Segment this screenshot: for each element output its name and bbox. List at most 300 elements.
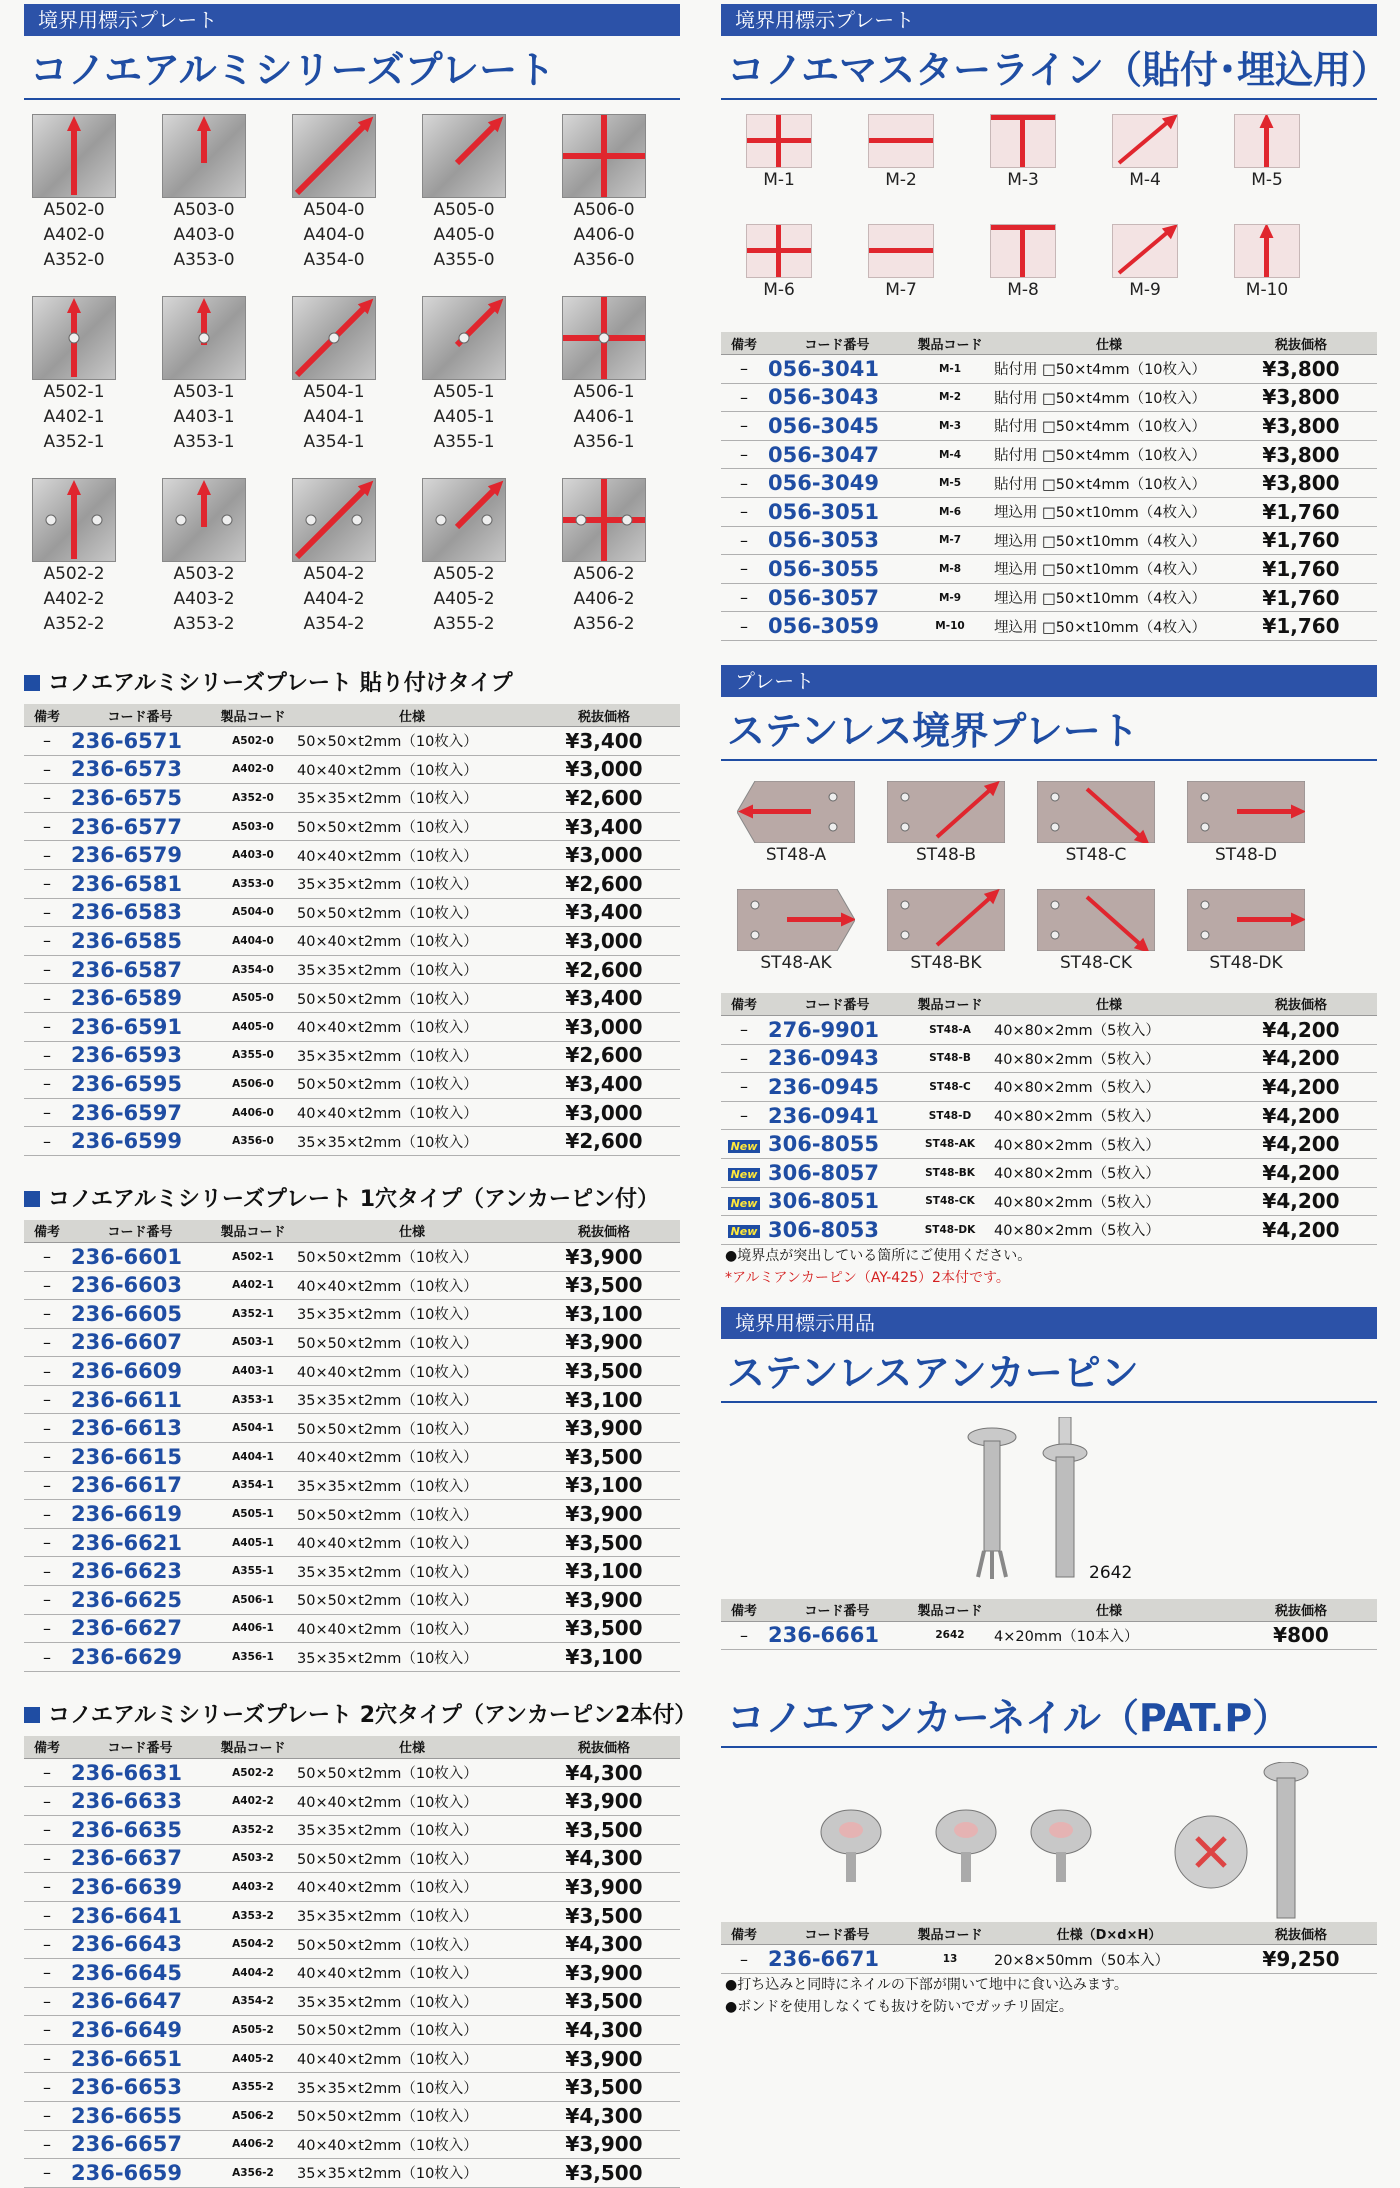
spec-cell: 貼付用 □50×t4mm（10枚入）: [993, 412, 1225, 441]
remark-cell: –: [24, 927, 70, 956]
remark-cell: –: [24, 898, 70, 927]
plate-code: A404-1: [303, 407, 365, 427]
code-number-cell: 236-6607: [70, 1328, 210, 1357]
master-mark-image: [746, 224, 812, 278]
remark-cell: –: [24, 812, 70, 841]
product-code-cell: A404-1: [210, 1443, 296, 1472]
code-number-cell: 236-6581: [70, 869, 210, 898]
code-number-cell: 306-8055: [767, 1130, 907, 1159]
product-code-cell: A503-0: [210, 812, 296, 841]
remark-cell: –: [24, 1844, 70, 1873]
product-code-cell: A352-2: [210, 1816, 296, 1845]
plate-code: A506-1: [573, 382, 635, 402]
code-number-cell: 236-6591: [70, 1012, 210, 1041]
remark-cell: –: [24, 1357, 70, 1386]
plate-code: A504-0: [303, 200, 365, 220]
remark-cell: –: [24, 1300, 70, 1329]
product-code-cell: A405-2: [210, 2044, 296, 2073]
stainless-plate-label: ST48-AK: [760, 952, 832, 973]
price-cell: ¥3,500: [528, 1901, 680, 1930]
anchor-pin-photo-label: 2642: [1089, 1562, 1133, 1583]
master-mark-item: [1219, 114, 1315, 193]
column-header: 製品コード: [907, 1599, 993, 1622]
plate-code: A405-2: [433, 589, 495, 609]
table-row: [24, 1901, 680, 1930]
product-code-cell: A504-2: [210, 1930, 296, 1959]
product-code-cell: M-5: [907, 469, 993, 498]
table-row: [721, 1101, 1377, 1130]
code-number-cell: 056-3059: [767, 612, 907, 641]
spec-cell: 50×50×t2mm（10枚入）: [296, 1070, 528, 1099]
remark-cell: [721, 1158, 767, 1187]
product-code-cell: A406-1: [210, 1614, 296, 1643]
stainless-plate-label: ST48-C: [1065, 844, 1127, 865]
plate-image: [562, 296, 646, 380]
table-row: [721, 1044, 1377, 1073]
code-number-cell: 236-6641: [70, 1901, 210, 1930]
table-row: [24, 1443, 680, 1472]
product-code-cell: A353-1: [210, 1385, 296, 1414]
table-row: [721, 1158, 1377, 1187]
code-number-cell: 236-6575: [70, 784, 210, 813]
column-header: 製品コード: [210, 1220, 296, 1243]
code-number-cell: 236-6627: [70, 1614, 210, 1643]
master-mark-image: [1112, 114, 1178, 168]
plate-image: [32, 296, 116, 380]
product-code-cell: A352-0: [210, 784, 296, 813]
price-cell: ¥4,200: [1225, 1101, 1377, 1130]
table-row: [24, 1357, 680, 1386]
remark-cell: –: [24, 1586, 70, 1615]
stainless-note: ●境界点が突出している箇所にご使用ください。: [725, 1247, 1032, 1264]
remark-cell: [721, 1216, 767, 1245]
section-band: 境界用標示プレート: [24, 4, 680, 36]
column-header: 備考: [721, 1599, 767, 1622]
master-mark-label: M-5: [1251, 170, 1283, 190]
remark-cell: –: [721, 612, 767, 641]
spec-cell: 40×40×t2mm（10枚入）: [296, 1787, 528, 1816]
plate-code: A356-0: [573, 250, 635, 270]
code-number-cell: 236-0941: [767, 1101, 907, 1130]
plate-code: A504-1: [303, 382, 365, 402]
table-row: [24, 1500, 680, 1529]
table-row: [24, 1586, 680, 1615]
column-header: 税抜価格: [1225, 1599, 1377, 1622]
master-mark-label: M-6: [763, 280, 795, 300]
remark-cell: –: [24, 1901, 70, 1930]
price-cell: ¥4,300: [528, 2016, 680, 2045]
product-code-cell: M-6: [907, 497, 993, 526]
code-number-cell: 306-8051: [767, 1187, 907, 1216]
spec-cell: 50×50×t2mm（10枚入）: [296, 898, 528, 927]
column-header: コード番号: [767, 1922, 907, 1945]
price-cell: ¥3,400: [528, 1070, 680, 1099]
column-header: 備考: [721, 993, 767, 1016]
remark-cell: –: [24, 1930, 70, 1959]
price-cell: ¥1,760: [1225, 497, 1377, 526]
column-header: 仕様: [993, 993, 1225, 1016]
plate-code: A354-0: [303, 250, 365, 270]
table-row: [24, 727, 680, 756]
column-header: 税抜価格: [528, 1220, 680, 1243]
plate-code: A352-0: [43, 250, 105, 270]
product-code-cell: A404-2: [210, 1958, 296, 1987]
code-number-cell: 236-6619: [70, 1500, 210, 1529]
spec-cell: 埋込用 □50×t10mm（4枚入）: [993, 583, 1225, 612]
price-cell: ¥4,200: [1225, 1044, 1377, 1073]
product-code-cell: A506-2: [210, 2101, 296, 2130]
product-code-cell: M-1: [907, 355, 993, 384]
stainless-plate-item: [731, 781, 861, 868]
price-cell: ¥4,200: [1225, 1130, 1377, 1159]
product-code-cell: A356-0: [210, 1127, 296, 1156]
heading-square-icon: [24, 1707, 40, 1723]
product-code-cell: A355-1: [210, 1557, 296, 1586]
spec-cell: 50×50×t2mm（10枚入）: [296, 984, 528, 1013]
remark-cell: –: [24, 1385, 70, 1414]
column-header: 仕様: [993, 332, 1225, 355]
plate-item: [154, 478, 254, 637]
plate-code: A506-0: [573, 200, 635, 220]
product-table: [721, 1599, 1377, 1651]
spec-cell: 50×50×t2mm（10枚入）: [296, 812, 528, 841]
price-cell: ¥4,300: [528, 1844, 680, 1873]
table-row: [24, 1873, 680, 1902]
price-cell: ¥1,760: [1225, 612, 1377, 641]
spec-cell: 40×40×t2mm（10枚入）: [296, 1873, 528, 1902]
stainless-plate-grid: [721, 781, 1377, 993]
table-row: [24, 1385, 680, 1414]
remark-cell: –: [24, 1758, 70, 1787]
stainless-plate-image: [737, 889, 855, 951]
price-cell: ¥3,900: [528, 1586, 680, 1615]
product-code-cell: A502-2: [210, 1758, 296, 1787]
product-code-cell: M-2: [907, 383, 993, 412]
product-code-cell: A354-1: [210, 1471, 296, 1500]
table-row: [24, 955, 680, 984]
plate-item: [24, 296, 124, 455]
anchor-nail-title: コノエアンカーネイル（PAT.P）: [721, 1690, 1377, 1748]
plate-code: A352-2: [43, 614, 105, 634]
spec-cell: 50×50×t2mm（10枚入）: [296, 727, 528, 756]
plate-item: [24, 114, 124, 273]
price-cell: ¥2,600: [528, 784, 680, 813]
plate-item: [554, 478, 654, 637]
price-cell: ¥9,250: [1225, 1945, 1377, 1974]
price-cell: ¥2,600: [528, 1041, 680, 1070]
remark-cell: –: [24, 841, 70, 870]
price-cell: ¥2,600: [528, 955, 680, 984]
product-code-cell: A356-1: [210, 1643, 296, 1672]
remark-cell: –: [24, 1271, 70, 1300]
remark-cell: –: [24, 1098, 70, 1127]
code-number-cell: 236-6623: [70, 1557, 210, 1586]
table-heading-text: コノエアルミシリーズプレート 貼り付けタイプ: [48, 671, 513, 696]
spec-cell: 35×35×t2mm（10枚入）: [296, 869, 528, 898]
master-mark-image: [1112, 224, 1178, 278]
product-code-cell: ST48-AK: [907, 1130, 993, 1159]
table-row: [24, 1844, 680, 1873]
product-code-cell: A502-0: [210, 727, 296, 756]
table-row: [24, 1414, 680, 1443]
spec-cell: 50×50×t2mm（10枚入）: [296, 2016, 528, 2045]
column-header: コード番号: [767, 1599, 907, 1622]
code-number-cell: 236-6653: [70, 2073, 210, 2102]
column-header: コード番号: [767, 332, 907, 355]
product-code-cell: A354-2: [210, 1987, 296, 2016]
remark-cell: –: [24, 1471, 70, 1500]
table-header-row: [24, 704, 680, 727]
spec-cell: 50×50×t2mm（10枚入）: [296, 2101, 528, 2130]
remark-cell: [721, 1187, 767, 1216]
column-header: 製品コード: [210, 1736, 296, 1759]
code-number-cell: 236-6621: [70, 1528, 210, 1557]
table-heading-text: コノエアルミシリーズプレート 1穴タイプ（アンカーピン付）: [48, 1186, 660, 1212]
code-number-cell: 236-6615: [70, 1443, 210, 1472]
price-cell: ¥1,760: [1225, 526, 1377, 555]
plate-item: [414, 114, 514, 273]
product-code-cell: A355-0: [210, 1041, 296, 1070]
stainless-plate-label: ST48-D: [1214, 844, 1278, 865]
price-cell: ¥1,760: [1225, 583, 1377, 612]
heading-square-icon: [24, 1191, 40, 1207]
code-number-cell: 236-6639: [70, 1873, 210, 1902]
price-cell: ¥3,400: [528, 727, 680, 756]
spec-cell: 40×80×2mm（5枚入）: [993, 1158, 1225, 1187]
price-cell: ¥3,800: [1225, 469, 1377, 498]
price-cell: ¥3,800: [1225, 383, 1377, 412]
column-header: 税抜価格: [1225, 1922, 1377, 1945]
product-table: [24, 704, 680, 1156]
plate-image: [562, 114, 646, 198]
price-cell: ¥3,400: [528, 812, 680, 841]
plate-code: A402-2: [43, 589, 105, 609]
spec-cell: 40×40×t2mm（10枚入）: [296, 841, 528, 870]
spec-cell: 35×35×t2mm（10枚入）: [296, 1901, 528, 1930]
price-cell: ¥3,100: [528, 1300, 680, 1329]
plate-code: A506-2: [573, 564, 635, 584]
spec-cell: 40×40×t2mm（10枚入）: [296, 1528, 528, 1557]
code-number-cell: 056-3041: [767, 355, 907, 384]
table-row: [24, 1127, 680, 1156]
price-cell: ¥4,200: [1225, 1187, 1377, 1216]
price-cell: ¥3,000: [528, 841, 680, 870]
code-number-cell: 236-6651: [70, 2044, 210, 2073]
price-cell: ¥3,500: [528, 1987, 680, 2016]
column-header: 税抜価格: [528, 1736, 680, 1759]
table-row: [721, 412, 1377, 441]
plate-image: [422, 114, 506, 198]
master-mark-grid: [721, 114, 1377, 332]
product-code-cell: A502-1: [210, 1242, 296, 1271]
product-code-cell: ST48-A: [907, 1015, 993, 1044]
remark-cell: –: [721, 355, 767, 384]
spec-cell: 35×35×t2mm（10枚入）: [296, 1127, 528, 1156]
code-number-cell: 236-6637: [70, 1844, 210, 1873]
table-row: [24, 2130, 680, 2159]
nail-note-2: ●ボンドを使用しなくても抜けを防いでガッチリ固定。: [725, 1998, 1073, 2015]
product-table: [24, 1736, 680, 2188]
table-row: [721, 526, 1377, 555]
code-number-cell: 236-6613: [70, 1414, 210, 1443]
table-row: [24, 1758, 680, 1787]
product-code-cell: A353-0: [210, 869, 296, 898]
table-row: [24, 1300, 680, 1329]
price-cell: ¥3,500: [528, 1271, 680, 1300]
remark-cell: –: [721, 526, 767, 555]
product-code-cell: A403-2: [210, 1873, 296, 1902]
spec-cell: 50×50×t2mm（10枚入）: [296, 1844, 528, 1873]
price-cell: ¥3,900: [528, 1958, 680, 1987]
table-row: [721, 555, 1377, 584]
price-cell: ¥3,900: [528, 2130, 680, 2159]
master-mark-item: [975, 224, 1071, 303]
spec-cell: 40×80×2mm（5枚入）: [993, 1044, 1225, 1073]
table-row: [24, 2073, 680, 2102]
table-row: [24, 1271, 680, 1300]
remark-cell: [721, 1130, 767, 1159]
product-code-cell: A506-0: [210, 1070, 296, 1099]
code-number-cell: 056-3049: [767, 469, 907, 498]
table-header-row: [721, 1922, 1377, 1945]
master-mark-image: [1234, 224, 1300, 278]
plate-code: A403-2: [173, 589, 235, 609]
table-row: [24, 1528, 680, 1557]
stainless-plate-label: ST48-BK: [910, 952, 982, 973]
code-number-cell: 056-3051: [767, 497, 907, 526]
product-code-cell: A403-0: [210, 841, 296, 870]
plate-item: [154, 296, 254, 455]
price-cell: ¥3,400: [528, 898, 680, 927]
product-code-cell: M-7: [907, 526, 993, 555]
product-code-cell: A503-1: [210, 1328, 296, 1357]
spec-cell: 35×35×t2mm（10枚入）: [296, 955, 528, 984]
stainless-note-red: *アルミアンカーピン（AY-425）2本付です。: [725, 1269, 1010, 1286]
plate-item: [554, 296, 654, 455]
column-header: 税抜価格: [1225, 993, 1377, 1016]
product-code-cell: ST48-CK: [907, 1187, 993, 1216]
new-badge: New: [728, 1168, 761, 1181]
spec-cell: 35×35×t2mm（10枚入）: [296, 1816, 528, 1845]
product-code-cell: 2642: [907, 1621, 993, 1650]
spec-cell: 50×50×t2mm（10枚入）: [296, 1758, 528, 1787]
spec-cell: 40×40×t2mm（10枚入）: [296, 1958, 528, 1987]
table-row: [721, 583, 1377, 612]
table-row: [721, 612, 1377, 641]
spec-cell: 4×20mm（10本入）: [993, 1621, 1225, 1650]
section-band: 境界用標示用品: [721, 1307, 1377, 1339]
code-number-cell: 306-8057: [767, 1158, 907, 1187]
remark-cell: –: [24, 2073, 70, 2102]
remark-cell: –: [24, 2044, 70, 2073]
price-cell: ¥3,500: [528, 1614, 680, 1643]
price-cell: ¥3,900: [528, 1414, 680, 1443]
heading-square-icon: [24, 675, 40, 691]
plate-image: [162, 114, 246, 198]
spec-cell: 40×80×2mm（5枚入）: [993, 1130, 1225, 1159]
remark-cell: –: [24, 1127, 70, 1156]
master-mark-item: [853, 114, 949, 193]
plate-code: A505-0: [433, 200, 495, 220]
table-row: [24, 1987, 680, 2016]
code-number-cell: 236-6609: [70, 1357, 210, 1386]
code-number-cell: 236-6649: [70, 2016, 210, 2045]
spec-cell: 35×35×t2mm（10枚入）: [296, 1987, 528, 2016]
product-code-cell: ST48-B: [907, 1044, 993, 1073]
table-row: [24, 1328, 680, 1357]
spec-cell: 35×35×t2mm（10枚入）: [296, 1300, 528, 1329]
table-row: [24, 784, 680, 813]
stainless-plate-label: ST48-CK: [1060, 952, 1132, 973]
table-header-row: [721, 1599, 1377, 1622]
spec-cell: 貼付用 □50×t4mm（10枚入）: [993, 469, 1225, 498]
table-row: [24, 984, 680, 1013]
remark-cell: –: [24, 984, 70, 1013]
table-row: [24, 841, 680, 870]
remark-cell: –: [24, 727, 70, 756]
stainless-plate-item: [1181, 889, 1311, 976]
remark-cell: –: [721, 583, 767, 612]
anchor-nail-photo: [721, 1762, 1377, 1922]
price-cell: ¥3,800: [1225, 412, 1377, 441]
nail-top-view: [1175, 1816, 1247, 1888]
product-code-cell: A402-0: [210, 755, 296, 784]
product-code-cell: A404-0: [210, 927, 296, 956]
product-code-cell: A504-1: [210, 1414, 296, 1443]
product-code-cell: A406-0: [210, 1098, 296, 1127]
plate-image: [32, 478, 116, 562]
column-header: 備考: [24, 704, 70, 727]
spec-cell: 40×40×t2mm（10枚入）: [296, 1098, 528, 1127]
code-number-cell: 056-3057: [767, 583, 907, 612]
product-code-cell: A504-0: [210, 898, 296, 927]
product-code-cell: A405-0: [210, 1012, 296, 1041]
page-title: コノエアルミシリーズプレート: [24, 42, 680, 100]
price-cell: ¥4,200: [1225, 1015, 1377, 1044]
price-cell: ¥3,500: [528, 1357, 680, 1386]
code-number-cell: 236-6583: [70, 898, 210, 927]
master-mark-image: [868, 114, 934, 168]
table-row: [24, 2101, 680, 2130]
code-number-cell: 236-6593: [70, 1041, 210, 1070]
product-table: [721, 1922, 1377, 1974]
table-row: [721, 1621, 1377, 1650]
spec-cell: 35×35×t2mm（10枚入）: [296, 2073, 528, 2102]
price-cell: ¥3,900: [528, 1328, 680, 1357]
stainless-plate-image: [1187, 889, 1305, 951]
price-cell: ¥3,100: [528, 1471, 680, 1500]
anchor-nail-table-wrap: [721, 1922, 1377, 1974]
section-band: プレート: [721, 665, 1377, 697]
remark-cell: –: [24, 784, 70, 813]
spec-cell: 35×35×t2mm（10枚入）: [296, 1041, 528, 1070]
column-header: 税抜価格: [1225, 332, 1377, 355]
price-cell: ¥3,800: [1225, 440, 1377, 469]
table-row: [721, 1216, 1377, 1245]
section-band: 境界用標示プレート: [721, 4, 1377, 36]
table-row: [24, 812, 680, 841]
plate-item: [284, 296, 384, 455]
price-cell: ¥3,900: [528, 1873, 680, 1902]
price-cell: ¥3,500: [528, 2073, 680, 2102]
remark-cell: –: [24, 1958, 70, 1987]
plate-code: A406-2: [573, 589, 635, 609]
plate-image: [292, 296, 376, 380]
plate-code: A403-0: [173, 225, 235, 245]
spec-cell: 35×35×t2mm（10枚入）: [296, 1471, 528, 1500]
column-header: 製品コード: [907, 332, 993, 355]
code-number-cell: 236-6655: [70, 2101, 210, 2130]
